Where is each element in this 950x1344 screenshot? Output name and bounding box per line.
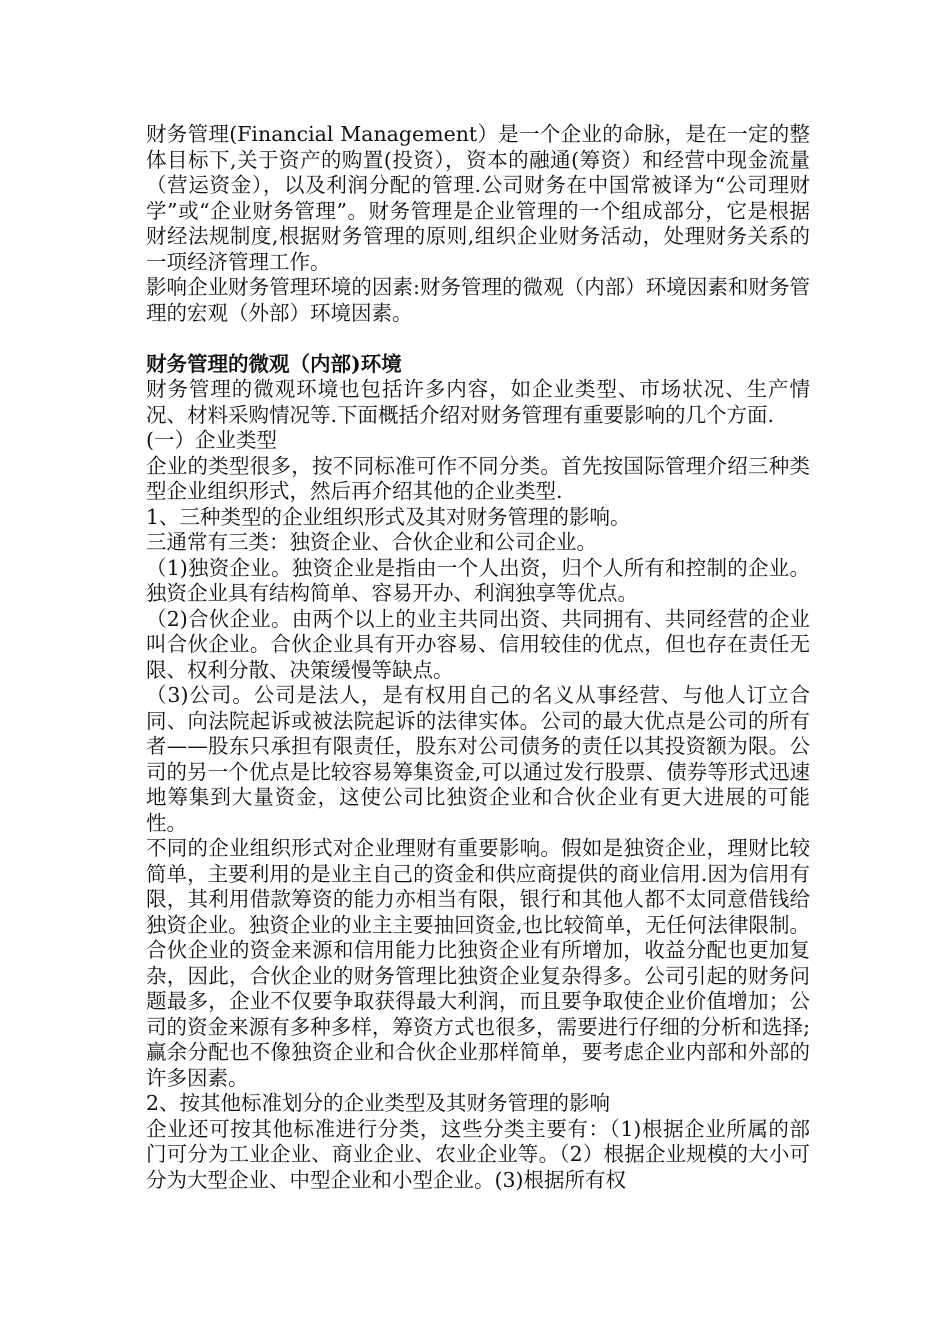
partnership-paragraph: （2)合伙企业。由两个以上的业主共同出资、共同拥有、共同经营的企业叫合伙企业。合伙企业具有开办容易、信用较佳的优点，但也存在责任无限、权利分散、决策缓慢等缺点。 — [146, 606, 810, 682]
document-body — [146, 122, 810, 1193]
blank-line — [146, 326, 810, 352]
enterprise-types-paragraph: 企业的类型很多，按不同标准可作不同分类。首先按国际管理介绍三种类型企业组织形式，然后再介绍其他的企业类型. — [146, 453, 810, 503]
corporation-paragraph: （3)公司。公司是法人，是有权用自己的名义从事经营、与他人订立合同、向法院起诉或被法院起诉的法律实体。公司的最大优点是公司的所有者——股东只承担有限责任，股东对公司债务的责任以其投资额为限。公司的另一个优点是比较容易筹集资金,可以通过发行股票、债券等形式迅速地筹集到大量资金，这使公司比独资企业和合伙企业有更大进展的可能性。 — [146, 683, 810, 835]
point-1-title: 1、三种类型的企业组织形式及其对财务管理的影响。 — [146, 504, 631, 529]
point-1-summary: 三通常有三类：独资企业、合伙企业和公司企业。 — [146, 530, 597, 554]
section-heading: 财务管理的微观（内部)环境 — [146, 351, 402, 376]
sole-proprietorship-paragraph: （1)独资企业。独资企业是指由一个人出资，归个人所有和控制的企业。独资企业具有结构简单、容易开办、利润独享等优点。 — [146, 555, 810, 605]
section-intro-paragraph: 财务管理的微观环境也包括许多内容，如企业类型、市场状况、生产情况、材料采购情况等.下面概括介绍对财务管理有重要影响的几个方面. — [146, 377, 810, 427]
other-classification-paragraph: 企业还可按其他标准进行分类，这些分类主要有：（1)根据企业所属的部门可分为工业企业、商业企业、农业企业等。（2）根据企业规模的大小可分为大型企业、中型企业和小型企业。(3)根据所有权 — [146, 1116, 810, 1192]
point-2-title: 2、按其他标准划分的企业类型及其财务管理的影响 — [146, 1091, 611, 1115]
subsection-title: (一）企业类型 — [146, 428, 277, 452]
environment-factors-paragraph: 影响企业财务管理环境的因素:财务管理的微观（内部）环境因素和财务管理的宏观（外部）环境因素。 — [146, 275, 810, 325]
intro-paragraph: 财务管理(Financial Management）是一个企业的命脉，是在一定的整体目标下,关于资产的购置(投资），资本的融通(筹资）和经营中现金流量（营运资金），以及利润分配的管理.公司财务在中国常被译为“公司理财学”或“企业财务管理”。财务管理是企业管理的一个组成部分，它是根据财经法规制度,根据财务管理的原则,组织企业财务活动，处理财务关系的一项经济管理工作。 — [146, 122, 810, 274]
comparison-paragraph: 不同的企业组织形式对企业理财有重要影响。假如是独资企业，理财比较简单，主要利用的是业主自己的资金和供应商提供的商业信用.因为信用有限，其利用借款筹资的能力亦相当有限，银行和其他人都不太同意借钱给独资企业。独资企业的业主主要抽回资金,也比较简单，无任何法律限制。合伙企业的资金来源和信用能力比独资企业有所增加，收益分配也更加复杂，因此，合伙企业的财务管理比独资企业复杂得多。公司引起的财务问题最多，企业不仅要争取获得最大利润，而且要争取使企业价值增加；公司的资金来源有多种多样，筹资方式也很多，需要进行仔细的分析和选择;赢余分配也不像独资企业和合伙企业那样简单，要考虑企业内部和外部的许多因素。 — [146, 836, 810, 1090]
